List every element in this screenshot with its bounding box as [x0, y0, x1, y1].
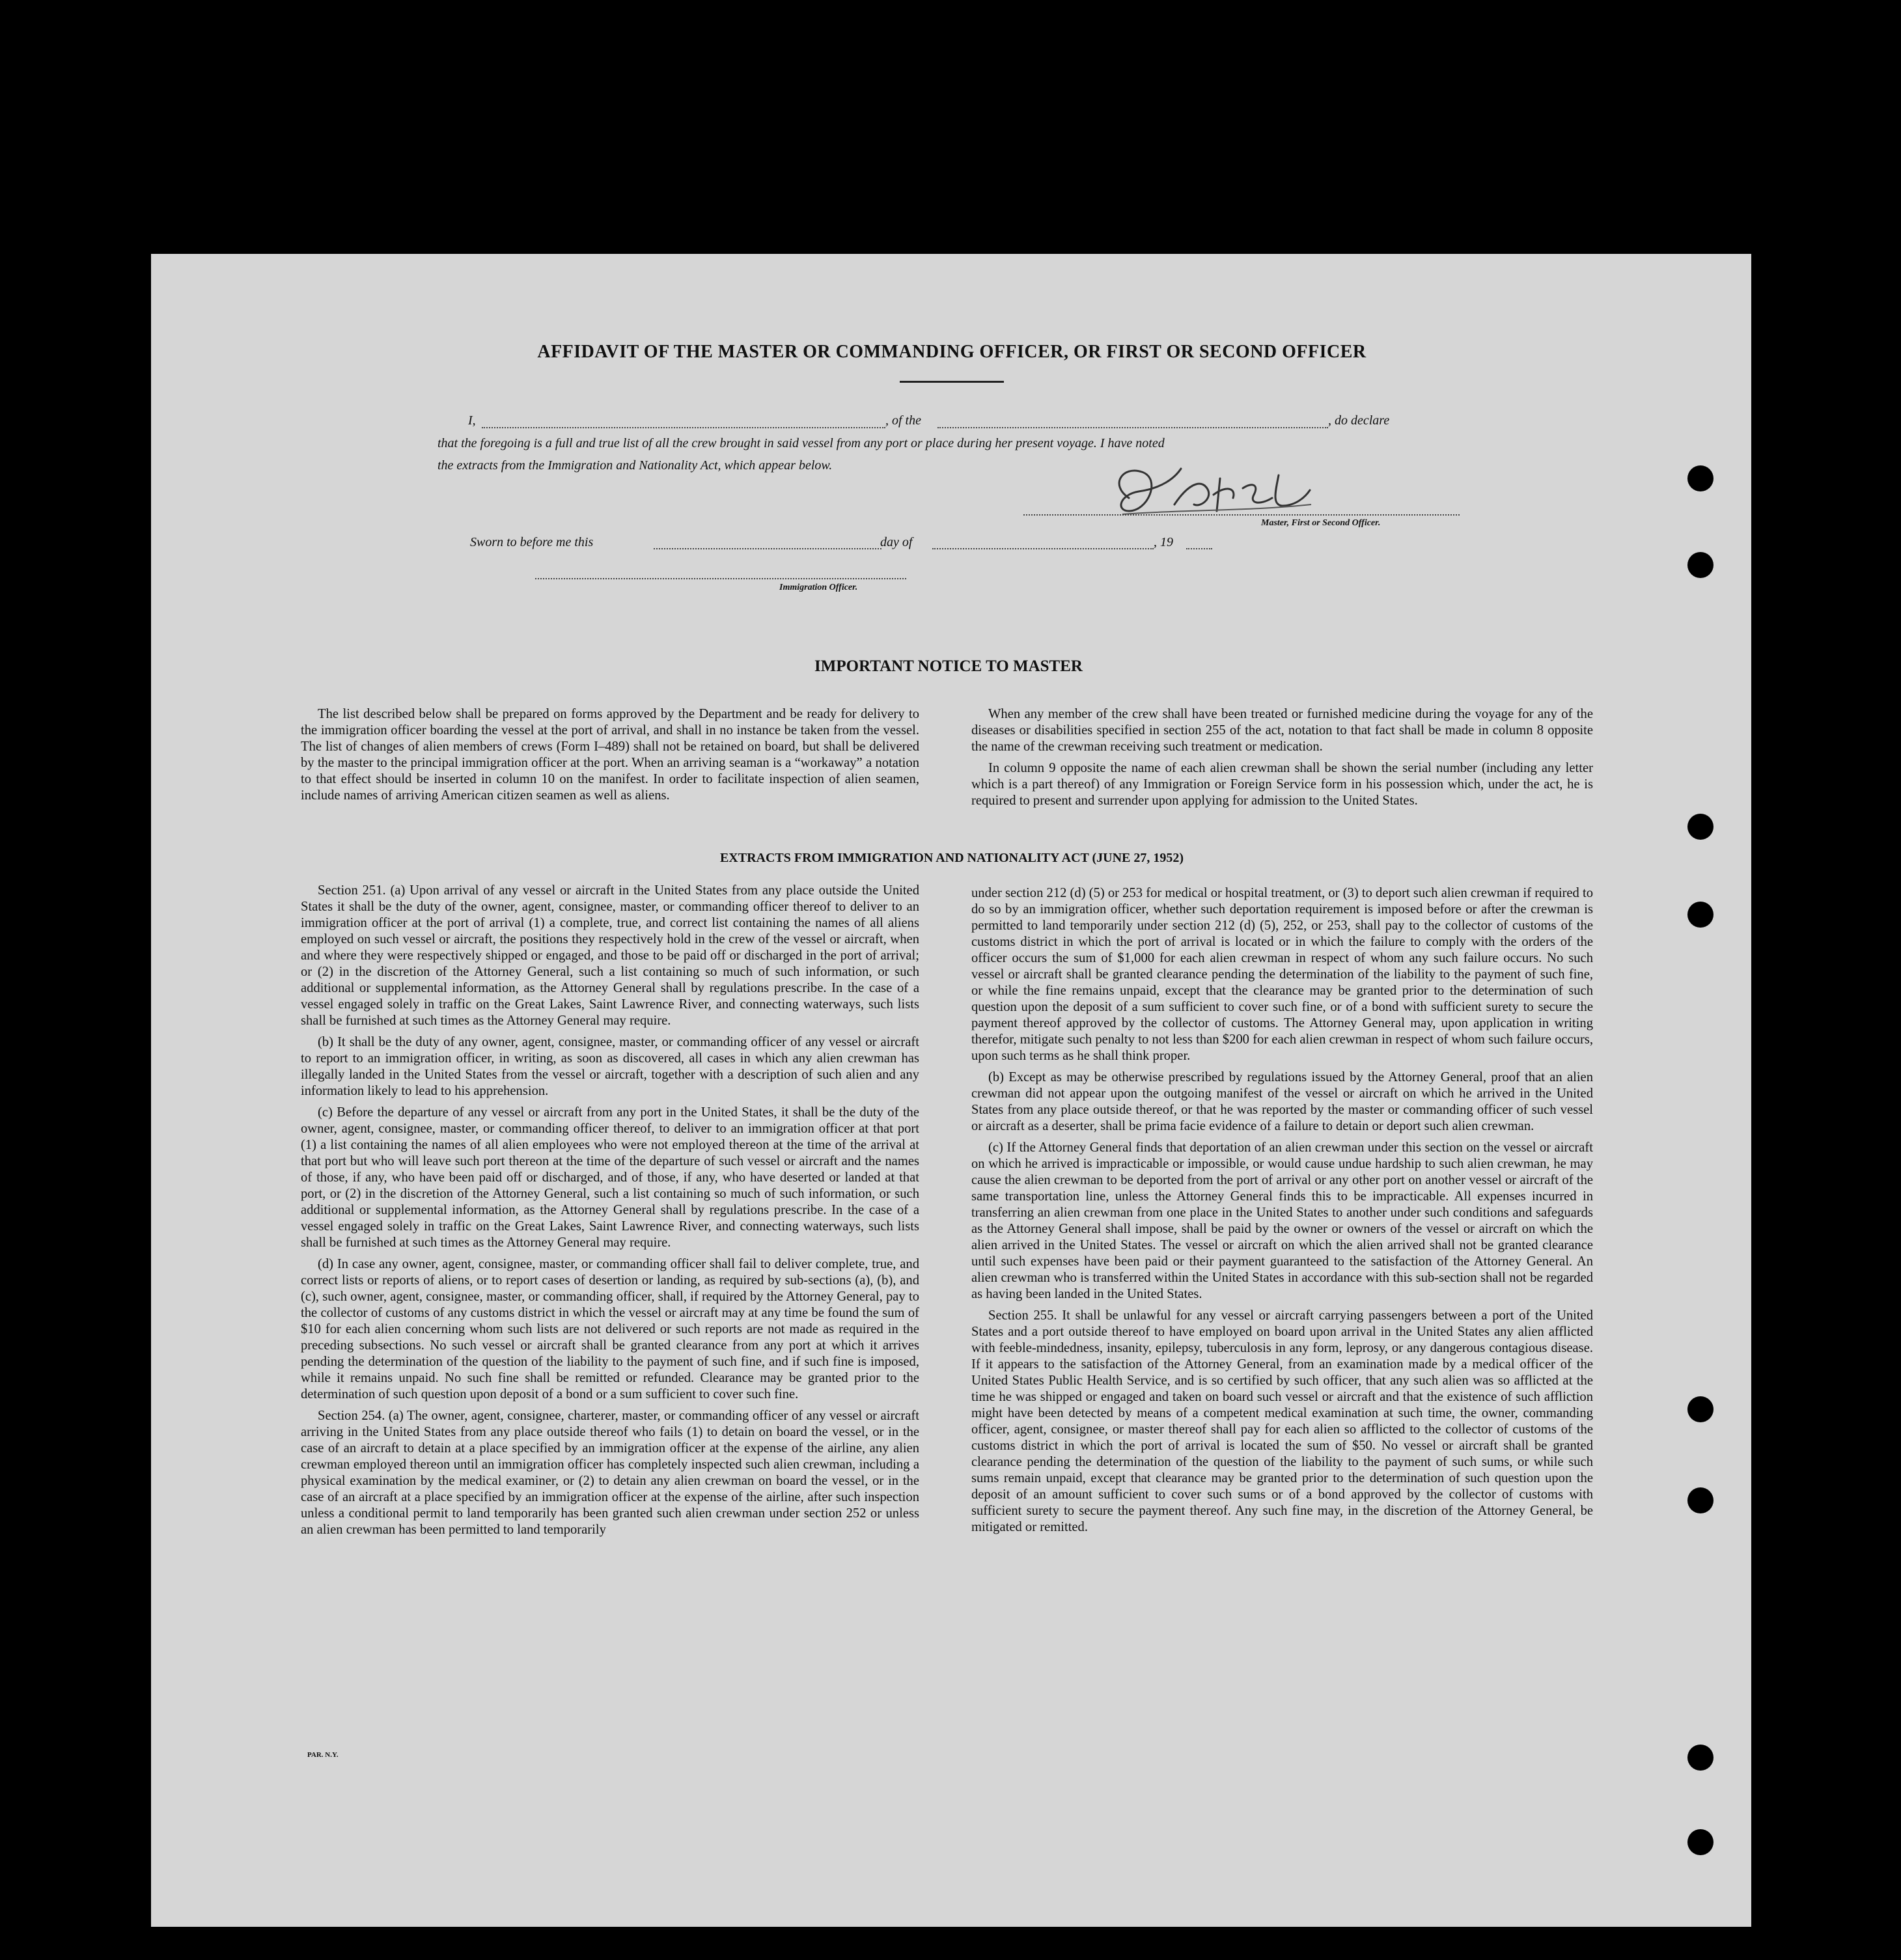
officer-signature-caption: Master, First or Second Officer.: [1261, 518, 1381, 528]
document-sheet: [151, 254, 1751, 1927]
affidavit-title: AFFIDAVIT OF THE MASTER OR COMMANDING OFFICER, OR FIRST OR SECOND OFFICER: [537, 342, 1367, 362]
notice-right-paragraph-1: When any member of the crew shall have been treated or furnished medicine during the voyage for any of the diseases or disabilities specified in section 255 of the act, notation to that fact shall be made in column 8 opposite the name of the crewman receiving such treatment or medication.: [971, 707, 1593, 754]
immigration-officer-caption: Immigration Officer.: [779, 583, 858, 592]
sworn-month-field: [932, 548, 1154, 549]
extracts-title: EXTRACTS FROM IMMIGRATION AND NATIONALITY ACT (JUNE 27, 1952): [719, 851, 1184, 865]
affidavit-of-the-label: , of the: [885, 413, 921, 428]
day-of-label: day of: [880, 535, 913, 549]
officer-signature-line: [1023, 514, 1460, 516]
vessel-name-field: [937, 427, 1328, 428]
affidavit-i-label: I,: [468, 413, 476, 428]
affidavit-line-2: that the foregoing is a full and true list of all the crew brought in said vessel from any port or place during her present voyage. I have noted: [437, 436, 1165, 450]
section-254-a-continued: under section 212 (d) (5) or 253 for medical or hospital treatment, or (3) to deport such alien crewman if required to do so by an immigration officer, whether such deportation requirement is imposed before or after the crewman is permitted to land temporarily under section 212 (d) (5), 252, or 253, shall pay to the collector of customs of the customs district in which the port of arrival is located or in which the failure to comply with the orders of the officer occurs the sum of $1,000 for each alien crewman in respect of whom any such failure occurs. No such vessel or aircraft shall be granted clearance pending the determination of the liability to the payment of such fine, or while the fine remains unpaid, except that the clearance may be granted prior to the determination of such question upon the deposit of a sum sufficient to cover such fine, or of a bond with sufficient surety to secure the payment thereof approved by the collector of customs. The Attorney General may, upon application in writing therefor, mitigate such penalty to not less than $200 for each alien crewman in respect of whom such failure occurs, upon such terms as he shall think proper.: [971, 886, 1594, 1063]
affidavit-line-3: the extracts from the Immigration and Nationality Act, which appear below.: [437, 458, 833, 473]
section-251-d: (d) In case any owner, agent, consignee, master, or commanding officer shall fail to deliver complete, true, and correct lists or reports of aliens, or to report cases of desertion or landing, as required by sub-sections (a), (b), and (c), such owner, agent, consignee, master, or commanding officer, shall, if required by the Attorney General, pay to the collector of customs of any customs district in which the vessel or aircraft may at any time be found the sum of $10 for each alien concerning whom such lists are not delivered or such reports are not made as required in the preceding subsections. No such vessel or aircraft shall be granted clearance from any port at which it arrives pending the determination of the question of the liability to the payment of such fine, and if such fine is imposed, while it remains unpaid. No such fine shall be remitted or refunded. Clearance may be granted prior to the determination of such question upon deposit of a bond or a sum sufficient to cover such fine.: [301, 1257, 919, 1401]
section-255: Section 255. It shall be unlawful for any vessel or aircraft carrying passengers between a port of the United States and a port outside thereof to have employed on board upon arrival in the United States any alien afflicted with feeble-mindedness, insanity, epilepsy, tuberculosis in any form, leprosy, or any dangerous contagious disease. If it appears to the satisfaction of the Attorney General, from an examination made by a medical officer of the United States Public Health Service, and is so certified by such officer, that any such alien was so afflicted at the time he was shipped or engaged and taken on board such vessel or aircraft and that the existence of such affliction might have been detected by means of a competent medical examination at such time, the owner, commanding officer, agent, consignee, or master thereof shall pay for each alien so afflicted to the collector of customs of the customs district in which the port of arrival is located the sum of $50. No vessel or aircraft shall be granted clearance pending the determination of the question of the liability to the payment of such sums, or while such sums remain unpaid, except that clearance may be granted prior to the determination of such question upon the deposit of an amount sufficient to cover such sums or of a bond approved by the collector of customs with sufficient surety to secure the payment thereof. Any such fine may, in the discretion of the Attorney General, be mitigated or remitted.: [971, 1308, 1593, 1534]
sworn-label: Sworn to before me this: [470, 535, 594, 549]
title-divider: [900, 381, 1004, 383]
printer-mark: PAR. N.Y.: [307, 1751, 339, 1759]
declarant-name-field: [482, 427, 885, 428]
section-251-a: Section 251. (a) Upon arrival of any vessel or aircraft in the United States from any place outside the United States it shall be the duty of the owner, agent, consignee, master, or commanding officer thereof to deliver to an immigration officer at the port of arrival (1) a complete, true, and correct list containing the names of all aliens employed on such vessel or aircraft, the positions they respectively hold in the crew of the vessel or aircraft, when and where they were respectively shipped or engaged, and those to be paid off or discharged in the port of arrival; or (2) in the discretion of the Attorney General, such a list containing so much of such information, or such additional or supplemental information, as the Attorney General shall by regulations prescribe. In the case of a vessel engaged solely in traffic on the Great Lakes, Saint Lawrence River, and connecting waterways, such lists shall be furnished at such times as the Attorney General may require.: [301, 883, 919, 1028]
notice-left-paragraph: The list described below shall be prepared on forms approved by the Department and be ready for delivery to the immigration officer boarding the vessel at the port of arrival, and shall in no instance be taken from the vessel. The list of changes of alien members of crews (Form I–489) shall not be retained on board, but shall be delivered by the master to the principal immigration officer at the port. When an arriving seaman is a “workaway” a notation to that effect should be inserted in column 10 on the manifest. In order to facilitate inspection of alien seamen, include names of arriving American citizen seamen as well as aliens.: [301, 707, 919, 803]
extracts-right-column: [971, 885, 1593, 1541]
section-251-c: (c) Before the departure of any vessel or aircraft from any port in the United States, it shall be the duty of the owner, agent, consignee, master, or commanding officer thereof, to deliver to an immigration officer at that port (1) a list containing the names of all alien employees who were not employed thereon at the time of the arrival at that port but who will leave such port thereon at the time of the departure of such vessel or aircraft and the names of those, if any, who have been paid off or discharged, and of those, if any, who have deserted or landed at that port, or (2) in the discretion of the Attorney General, such a list containing so much of such information, or such additional or supplemental information, as the Attorney General shall by regulations prescribe. In the case of a vessel engaged solely in traffic on the Great Lakes, Saint Lawrence River, and connecting waterways, such lists shall be furnished at such times as the Attorney General may require.: [301, 1105, 919, 1250]
notice-right-paragraph-2: In column 9 opposite the name of each alien crewman shall be shown the serial number (including any letter which is a part thereof) of any Immigration or Foreign Service form in his possession which, under the act, he is required to present and surrender upon applying for admission to the United States.: [971, 761, 1593, 808]
punch-hole: [1687, 1487, 1714, 1513]
punch-hole: [1687, 465, 1714, 491]
immigration-officer-signature-line: [535, 578, 906, 579]
punch-hole: [1687, 814, 1714, 840]
punch-hole: [1687, 552, 1714, 578]
section-251-b: (b) It shall be the duty of any owner, agent, consignee, master, or commanding officer of any vessel or aircraft to report to an immigration officer, in writing, as soon as discovered, all cases in which any alien crewman has illegally landed in the United States from the vessel or aircraft, together with a description of such alien and any information likely to lead to his apprehension.: [301, 1035, 919, 1098]
punch-hole: [1687, 1396, 1714, 1422]
punch-hole: [1687, 1745, 1714, 1771]
sworn-day-field: [654, 548, 881, 549]
section-254-b: (b) Except as may be otherwise prescribed by regulations issued by the Attorney General, proof that an alien crewman did not appear upon the outgoing manifest of the vessel or aircraft on which he arrived in the United States from any place outside thereof, or that he was reported by the master or commanding officer of such vessel or aircraft as a deserter, shall be prima facie evidence of a failure to detain or deport such alien crewman.: [971, 1070, 1593, 1133]
extracts-left-column: [301, 883, 919, 1543]
punch-hole: [1687, 902, 1714, 928]
notice-title: IMPORTANT NOTICE TO MASTER: [814, 657, 1083, 675]
notice-right-column: [971, 706, 1593, 814]
section-254-c: (c) If the Attorney General finds that deportation of an alien crewman under this section on the vessel or aircraft on which he arrived is impracticable or impossible, or would cause undue hardship to such alien crewman, he may cause the alien crewman to be deported from the port of arrival or any other port on another vessel or aircraft of the same transportation line, unless the Attorney General finds this to be impracticable. All expenses incurred in transferring an alien crewman from one place in the United States to another under such conditions and safeguards as the Attorney General shall impose, shall be paid by the owner or owners of the vessel or aircraft on which the alien arrived in the United States. The vessel or aircraft on which the alien arrived shall not be granted clearance until such expenses have been paid or their payment guaranteed to the satisfaction of the Attorney General. An alien crewman who is transferred within the United States in accordance with this sub-section shall not be regarded as having been landed in the United States.: [971, 1140, 1593, 1301]
sworn-year-field: [1186, 548, 1212, 549]
section-254-a: Section 254. (a) The owner, agent, consignee, charterer, master, or commanding officer of any vessel or aircraft arriving in the United States from any place outside thereof who fails (1) to detain on board the vessel, or in the case of an aircraft to detain at a place specified by an immigration officer at the expense of the airline, any alien crewman employed thereon until an immigration officer has completely inspected such alien crewman, including a physical examination by the medical examiner, or (2) to detain any alien crewman on board the vessel, or in the case of an aircraft at a place specified by an immigration officer at the expense of the airline, after such inspection unless a conditional permit to land temporarily has been granted such alien crewman under section 252 or unless an alien crewman has been permitted to land temporarily: [301, 1409, 919, 1537]
notice-left-column: [301, 706, 919, 809]
year-label: , 19: [1154, 535, 1173, 549]
punch-hole: [1687, 1829, 1714, 1855]
affidavit-do-declare-label: , do declare: [1328, 413, 1390, 428]
